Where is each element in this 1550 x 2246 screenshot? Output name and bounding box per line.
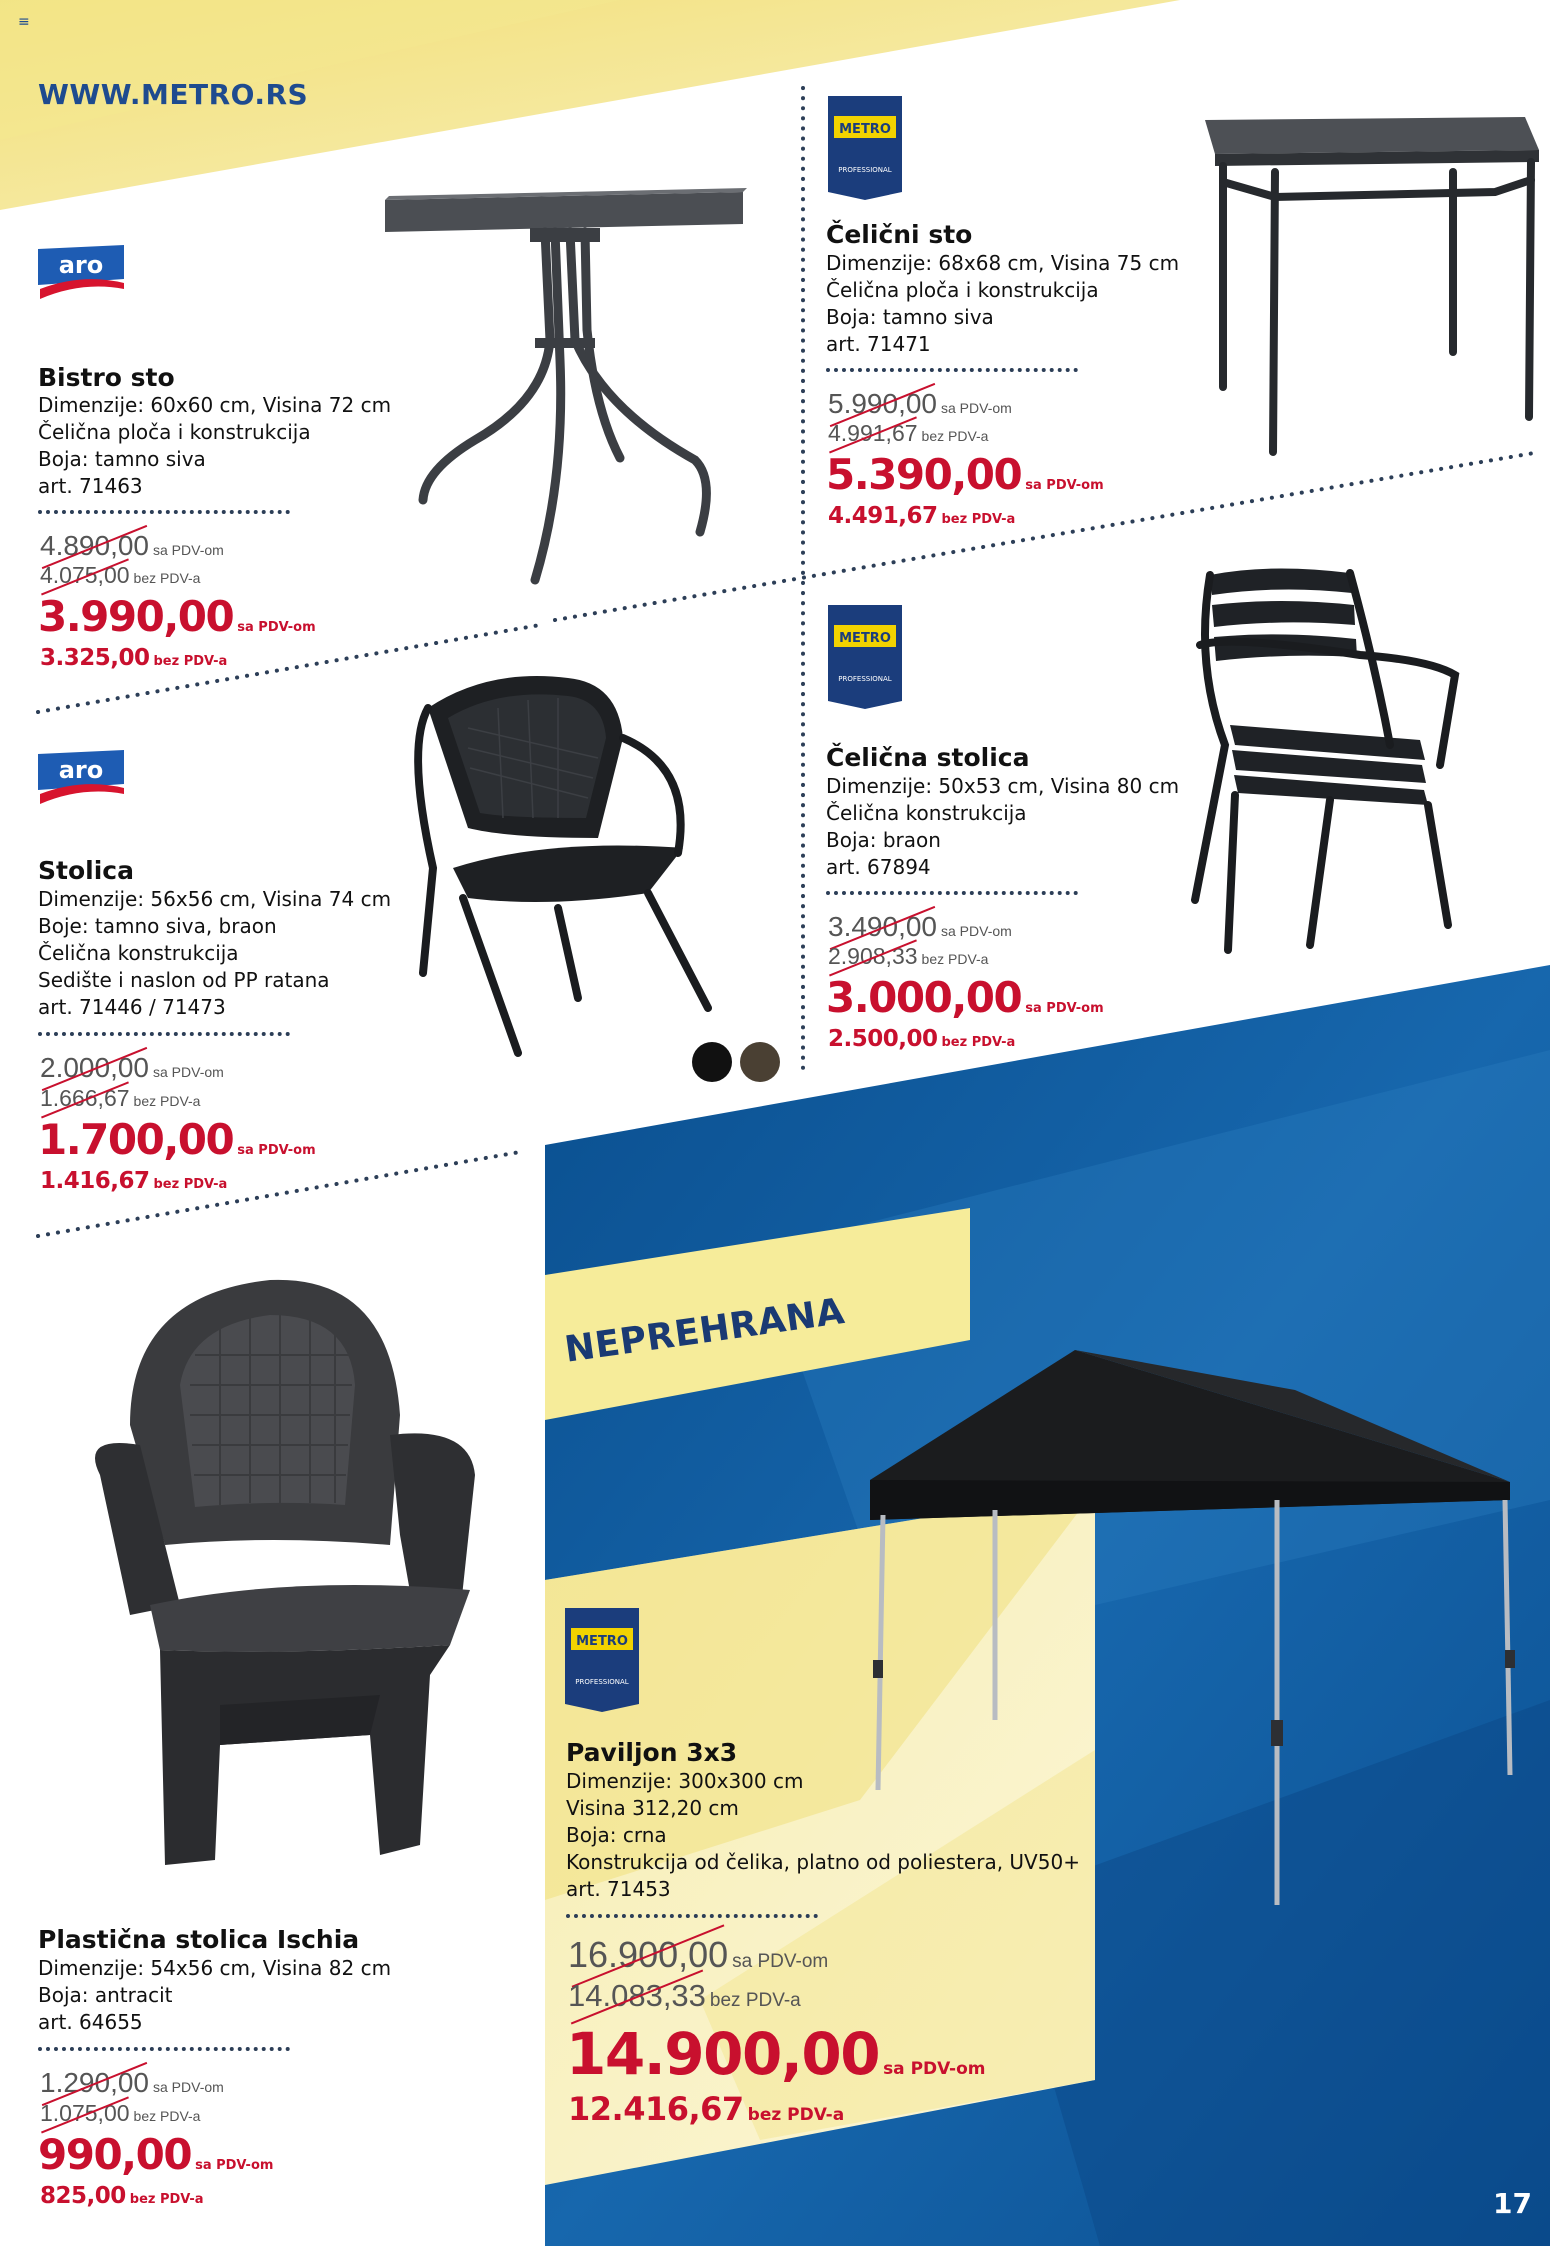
product-title-celicni-sto: Čelični sto [826, 220, 973, 249]
product-details-celicna-stolica [826, 773, 1179, 881]
svg-text:aro: aro [58, 756, 104, 784]
detail-line: Dimenzije: 300x300 cm [566, 1769, 804, 1793]
divider [566, 1914, 818, 1918]
metro-professional-logo [828, 605, 904, 713]
svg-text:METRO: METRO [839, 631, 891, 646]
old-price-row: 1.290,00 sa PDV-om [40, 2067, 224, 2099]
product-title-bistro-sto: Bistro sto [38, 363, 175, 392]
steel-chair-image [1190, 565, 1470, 960]
old-price-row: 4.890,00 sa PDV-om [40, 530, 224, 562]
price-without-vat: 1.416,67 bez PDV-a [40, 1168, 228, 1194]
old-price-row: 16.900,00 sa PDV-om [568, 1934, 828, 1976]
detail-line: Dimenzije: 68x68 cm, Visina 75 cm [826, 251, 1180, 275]
rattan-chair-image [408, 668, 728, 1058]
detail-line: Dimenzije: 60x60 cm, Visina 72 cm [38, 393, 392, 417]
price-with-vat: 14.900,00 sa PDV-om [566, 2020, 986, 2088]
product-title-plasticna-stolica: Plastična stolica Ischia [38, 1925, 360, 1954]
svg-text:METRO: METRO [576, 1634, 628, 1649]
product-details-plasticna-stolica [38, 1955, 391, 2036]
detail-line: Čelična konstrukcija [38, 941, 239, 965]
detail-line: Boja: crna [566, 1823, 667, 1847]
detail-line: Čelična ploča i konstrukcija [826, 278, 1099, 302]
divider [38, 510, 290, 514]
metro-professional-logo [828, 96, 904, 204]
detail-line: Dimenzije: 54x56 cm, Visina 82 cm [38, 1956, 392, 1980]
steel-table-image [1195, 112, 1545, 462]
color-swatch-brown[interactable] [740, 1042, 780, 1082]
old-price-row: 4.075,00 bez PDV-a [40, 562, 200, 589]
product-details-stolica [38, 886, 391, 1021]
detail-line: Čelična konstrukcija [826, 801, 1027, 825]
detail-line: Boja: tamno siva [38, 447, 206, 471]
page-number: 17 [1493, 2187, 1532, 2220]
price-without-vat: 825,00 bez PDV-a [40, 2183, 204, 2209]
aro-logo [38, 245, 126, 305]
detail-line: art. 71463 [38, 474, 143, 498]
detail-line: Visina 312,20 cm [566, 1796, 739, 1820]
detail-line: art. 71471 [826, 332, 931, 356]
metro-professional-logo [565, 1608, 641, 1716]
website-url[interactable]: WWW.METRO.RS [38, 78, 309, 111]
svg-text:METRO: METRO [839, 122, 891, 137]
detail-line: Boja: antracit [38, 1983, 173, 2007]
aro-logo [38, 750, 126, 810]
detail-line: Boja: tamno siva [826, 305, 994, 329]
old-price-row: 3.490,00 sa PDV-om [828, 911, 1012, 943]
price-without-vat: 3.325,00 bez PDV-a [40, 645, 228, 671]
price-without-vat: 2.500,00 bez PDV-a [828, 1026, 1016, 1052]
detail-line: Boje: tamno siva, braon [38, 914, 277, 938]
plastic-chair-image [70, 1275, 500, 1865]
svg-text:aro: aro [58, 251, 104, 279]
detail-line: Dimenzije: 50x53 cm, Visina 80 cm [826, 774, 1180, 798]
price-with-vat: 1.700,00 sa PDV-om [38, 1115, 316, 1164]
divider [826, 368, 1078, 372]
detail-line: art. 64655 [38, 2010, 143, 2034]
detail-line: Čelična ploča i konstrukcija [38, 420, 311, 444]
section-label: NEPREHRANA [562, 1290, 848, 1371]
menu-icon[interactable]: ≡ [18, 14, 30, 30]
price-with-vat: 5.390,00 sa PDV-om [826, 450, 1104, 499]
price-with-vat: 3.990,00 sa PDV-om [38, 592, 316, 641]
divider [38, 1032, 290, 1036]
color-swatch-dark-gray[interactable] [692, 1042, 732, 1082]
detail-line: Dimenzije: 56x56 cm, Visina 74 cm [38, 887, 392, 911]
divider [38, 2047, 290, 2051]
product-details-celicni-sto [826, 250, 1179, 358]
price-with-vat: 3.000,00 sa PDV-om [826, 973, 1104, 1022]
old-price-row: 5.990,00 sa PDV-om [828, 388, 1012, 420]
old-price-row: 1.075,00 bez PDV-a [40, 2100, 200, 2127]
svg-text:PROFESSIONAL: PROFESSIONAL [838, 675, 892, 683]
product-title-celicna-stolica: Čelična stolica [826, 743, 1030, 772]
price-with-vat: 990,00 sa PDV-om [38, 2130, 274, 2179]
detail-line: Sedište i naslon od PP ratana [38, 968, 330, 992]
old-price-row: 1.666,67 bez PDV-a [40, 1085, 200, 1112]
product-title-stolica: Stolica [38, 856, 134, 885]
product-details-bistro-sto [38, 392, 391, 500]
svg-text:PROFESSIONAL: PROFESSIONAL [575, 1678, 629, 1686]
detail-line: Konstrukcija od čelika, platno od poliestera, UV50+ [566, 1850, 1080, 1874]
detail-line: art. 71446 / 71473 [38, 995, 226, 1019]
svg-text:PROFESSIONAL: PROFESSIONAL [838, 166, 892, 174]
old-price-row: 14.083,33 bez PDV-a [568, 1978, 801, 2014]
old-price-row: 2.908,33 bez PDV-a [828, 943, 988, 970]
price-without-vat: 12.416,67 bez PDV-a [568, 2090, 845, 2128]
product-title-paviljon: Paviljon 3x3 [566, 1738, 738, 1767]
detail-line: art. 71453 [566, 1877, 671, 1901]
detail-line: Boja: braon [826, 828, 941, 852]
product-details-paviljon [566, 1768, 1080, 1903]
detail-line: art. 67894 [826, 855, 931, 879]
bistro-table-image [375, 180, 755, 590]
old-price-row: 4.991,67 bez PDV-a [828, 420, 988, 447]
price-without-vat: 4.491,67 bez PDV-a [828, 503, 1016, 529]
old-price-row: 2.000,00 sa PDV-om [40, 1052, 224, 1084]
divider [826, 891, 1078, 895]
